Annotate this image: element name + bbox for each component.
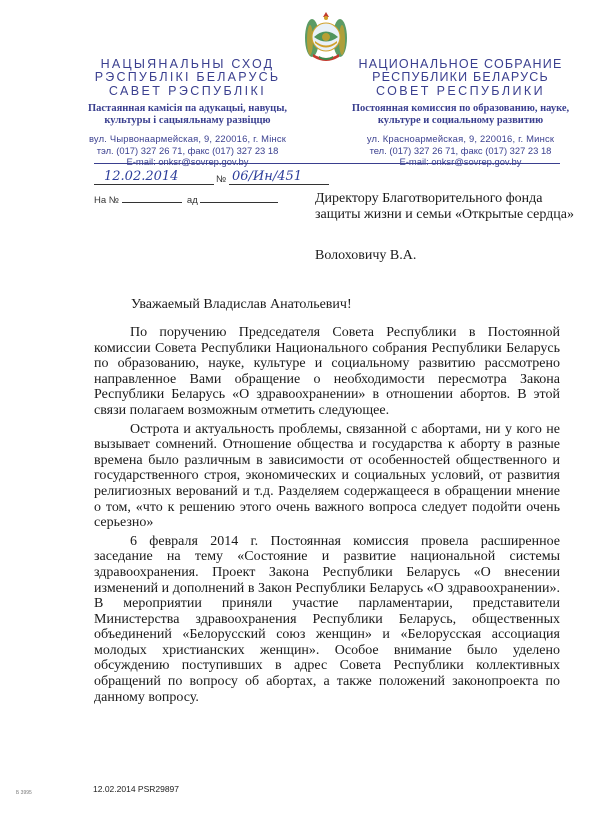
state-emblem-icon: [301, 10, 351, 64]
footer-reference: 12.02.2014 PSR29897: [93, 784, 180, 794]
paragraph: Острота и актуальность проблемы, связанной с абортами, ни у кого не вызывает сомнений. Отношение общества и государства к аборту в разные времена было различным в зависимости от особенностей общественного и государственного строя, экономических и социальных условий, от развития религиозных верований и т.д. Разделяем содержащееся в обращении мнение о том, «что к решению этого очень важного вопроса следует подойти очень серьезно»: [94, 421, 560, 531]
date-underline: [94, 184, 214, 185]
phone-fax: тел. (017) 327 26 71, факс (017) 327 23 18: [369, 144, 552, 156]
committee-name: Постоянная комиссия по образованию, науке, культуре и социальному развитию: [351, 103, 570, 126]
postal-address: ул. Красноармейская, 9, 220016, г. Минск: [366, 133, 555, 144]
letter-body: [94, 325, 560, 708]
org-name-line2: РЕСПУБЛИКИ БЕЛАРУСЬ: [372, 70, 549, 84]
ref-prefix: На №: [94, 195, 119, 206]
paragraph: По поручению Председателя Совета Республики в Постоянной комиссии Совета Республики Национального собрания Республики Беларусь по образованию, науке, культуре и социальному развитию рассмотрено направленное Вами обращение о необходимости пересмотра Закона Республики Беларусь «О здравоохранении» в отношении абортов. В этой связи полагаем возможным отметить следующее.: [94, 325, 560, 418]
addressee-name: Волоховичу В.А.: [315, 248, 417, 263]
email: E-mail: onksr@sovrep.gov.by: [126, 155, 249, 167]
org-name-line3: САВЕТ РЭСПУБЛІКІ: [108, 84, 267, 98]
reference-line: [94, 193, 278, 206]
org-name-line3: СОВЕТ РЕСПУБЛИКИ: [376, 84, 545, 98]
registration-date: 12.02.2014: [104, 169, 179, 184]
addressee-block: Директору Благотворительного фонда защиты жизни и семьи «Открытые сердца»: [315, 191, 574, 222]
number-underline: [229, 184, 329, 185]
org-name-line2: РЭСПУБЛІКІ БЕЛАРУСЬ: [94, 70, 281, 84]
registration-line: [94, 169, 334, 189]
number-sign: №: [216, 174, 227, 185]
org-name-line1: НАЦЫЯНАЛЬНЫ СХОД: [100, 57, 275, 71]
registration-number: 06/Ин/451: [232, 169, 303, 184]
header-divider: [94, 163, 560, 164]
committee-name: Пастаянная камісія па адукацыі, навуцы, культуры і сацыяльнаму развіццю: [87, 103, 288, 126]
postal-address: вул. Чырвонаармейская, 9, 220016, г. Мінск: [88, 133, 287, 144]
salutation: Уважаемый Владислав Анатольевич!: [131, 297, 352, 312]
letterhead-belarusian: [65, 58, 310, 167]
ref-from: ад: [186, 195, 198, 206]
ref-number-underline: [122, 193, 182, 203]
letterhead-russian: [338, 58, 583, 167]
email: E-mail: onksr@sovrep.gov.by: [399, 155, 522, 167]
margin-mark: Б 3995: [16, 790, 32, 796]
phone-fax: тэл. (017) 327 26 71, факс (017) 327 23 18: [96, 144, 279, 156]
ref-date-underline: [200, 193, 278, 203]
org-name-line1: НАЦИОНАЛЬНОЕ СОБРАНИЕ: [358, 57, 563, 71]
paragraph: 6 февраля 2014 г. Постоянная комиссия провела расширенное заседание на тему «Состояние и развитие национальной системы здравоохранения. Проект Закона Республики Беларусь «О внесении изменений и дополнений в Закон Республики Беларусь «О здравоохранении». В мероприятии приняли участие парламентарии, представители Министерства здравоохранения Республики Беларусь, общественных объединений «Белорусский союз женщин» и «Белорусская ассоциация молодых христианских женщин». Особое внимание было уделено обсуждению поступивших в адрес Совета Республики коллективных обращений по вопросу об абортах, а также положений законопроекта по данному вопросу.: [94, 533, 560, 705]
